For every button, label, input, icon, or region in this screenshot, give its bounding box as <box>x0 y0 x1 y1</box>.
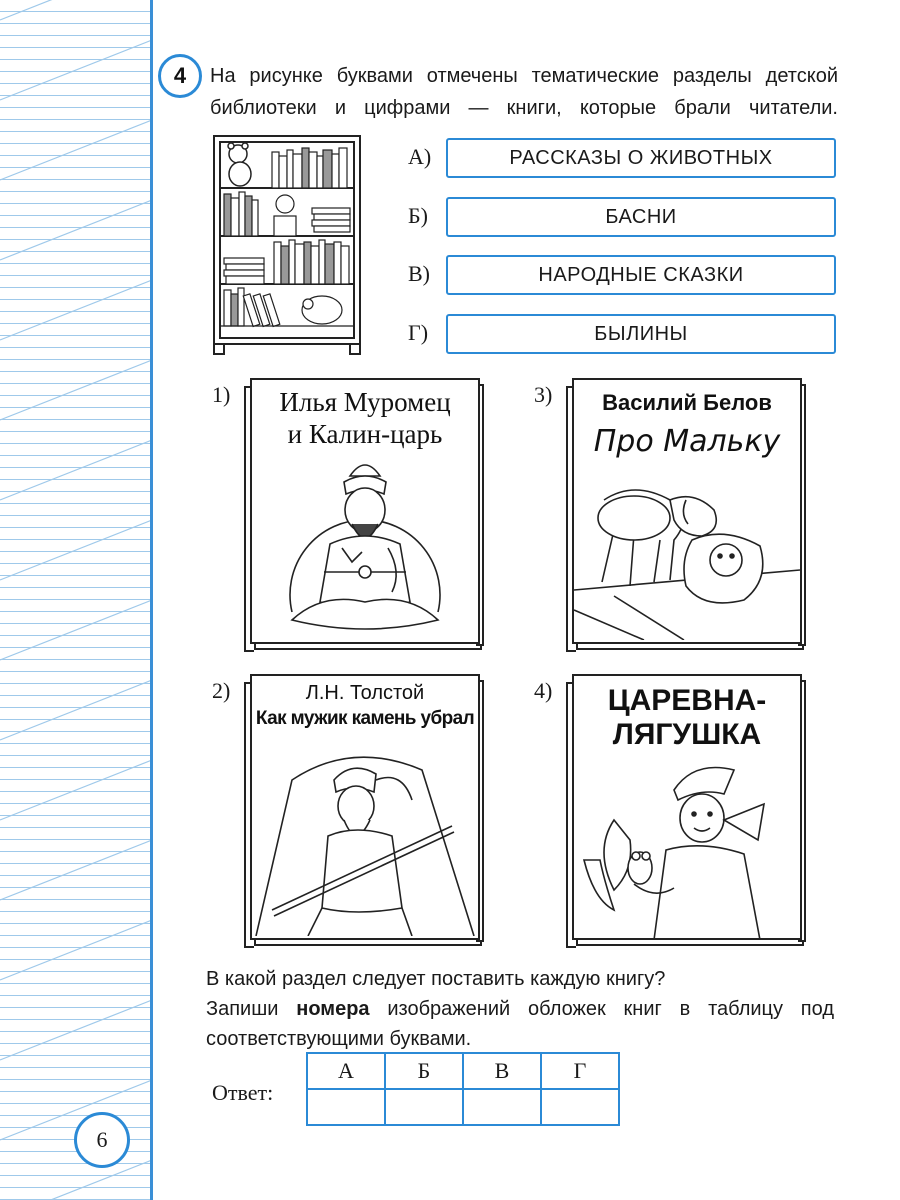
section-letter: Б) <box>408 203 428 228</box>
tsarevich-frog-illustration <box>574 760 800 940</box>
question-text <box>206 964 834 1054</box>
book-cover-2 <box>244 674 484 946</box>
bogatyr-illustration <box>252 452 478 642</box>
task-text-line: На рисунке буквами отмечены тематические разделы детской <box>210 65 838 87</box>
section-title: РАССКАЗЫ О ЖИВОТНЫХ <box>446 138 836 178</box>
book-author: Л.Н. Толстой <box>305 682 425 704</box>
book-cover-3 <box>566 378 806 650</box>
page-number: 6 <box>74 1112 130 1168</box>
book-number: 3) <box>534 382 553 407</box>
answer-cell[interactable] <box>541 1089 619 1125</box>
book-title-line: ЛЯГУШКА <box>612 718 762 751</box>
book-title-line: и Калин-царь <box>287 419 443 449</box>
section-row-v <box>408 255 834 295</box>
puppy-illustration <box>574 470 800 640</box>
answer-header: А <box>307 1053 385 1089</box>
question-bold-word: номера <box>296 998 370 1020</box>
book-title: Про Мальку <box>593 424 781 459</box>
bookcase-illustration <box>212 134 364 356</box>
question-text-part: Запиши <box>206 998 297 1020</box>
answer-label: Ответ: <box>212 1080 274 1105</box>
answer-cell[interactable] <box>385 1089 463 1125</box>
section-letter: А) <box>408 144 432 169</box>
section-row-b <box>408 197 834 237</box>
book-title-line: ЦАРЕВНА- <box>607 684 767 717</box>
section-row-a <box>408 138 834 178</box>
section-letter: В) <box>408 261 430 286</box>
book-number: 1) <box>212 382 231 407</box>
margin-border <box>150 0 153 1200</box>
task-number-badge: 4 <box>158 54 202 98</box>
book-number: 2) <box>212 678 231 703</box>
book-author: Василий Белов <box>602 390 772 415</box>
section-row-g <box>408 314 834 354</box>
question-text-part: изображений обложек книг в таблицу под <box>369 998 834 1020</box>
answer-header: Г <box>541 1053 619 1089</box>
question-line: соответствующими буквами. <box>206 1028 472 1050</box>
task-description <box>210 60 838 124</box>
answer-header: Б <box>385 1053 463 1089</box>
answer-header: В <box>463 1053 541 1089</box>
slanted-guide-lines <box>0 0 152 1200</box>
book-title: Как мужик камень убрал <box>255 708 475 729</box>
book-cover-4 <box>566 674 806 946</box>
question-line: В какой раздел следует поставить каждую книгу? <box>206 968 666 990</box>
book-title-line: Илья Муромец <box>279 387 451 417</box>
section-title: НАРОДНЫЕ СКАЗКИ <box>446 255 836 295</box>
task-text-line: библиотеки и цифрами — книги, которые брали читатели. <box>210 97 838 119</box>
question-line <box>206 994 834 1024</box>
section-letter: Г) <box>408 320 429 345</box>
answer-table <box>306 1052 620 1126</box>
section-title: БЫЛИНЫ <box>446 314 836 354</box>
ruled-margin <box>0 0 152 1200</box>
answer-cell[interactable] <box>307 1089 385 1125</box>
book-cover-1 <box>244 378 484 650</box>
section-title: БАСНИ <box>446 197 836 237</box>
answer-cell[interactable] <box>463 1089 541 1125</box>
book-number: 4) <box>534 678 553 703</box>
peasant-illustration <box>252 740 478 936</box>
